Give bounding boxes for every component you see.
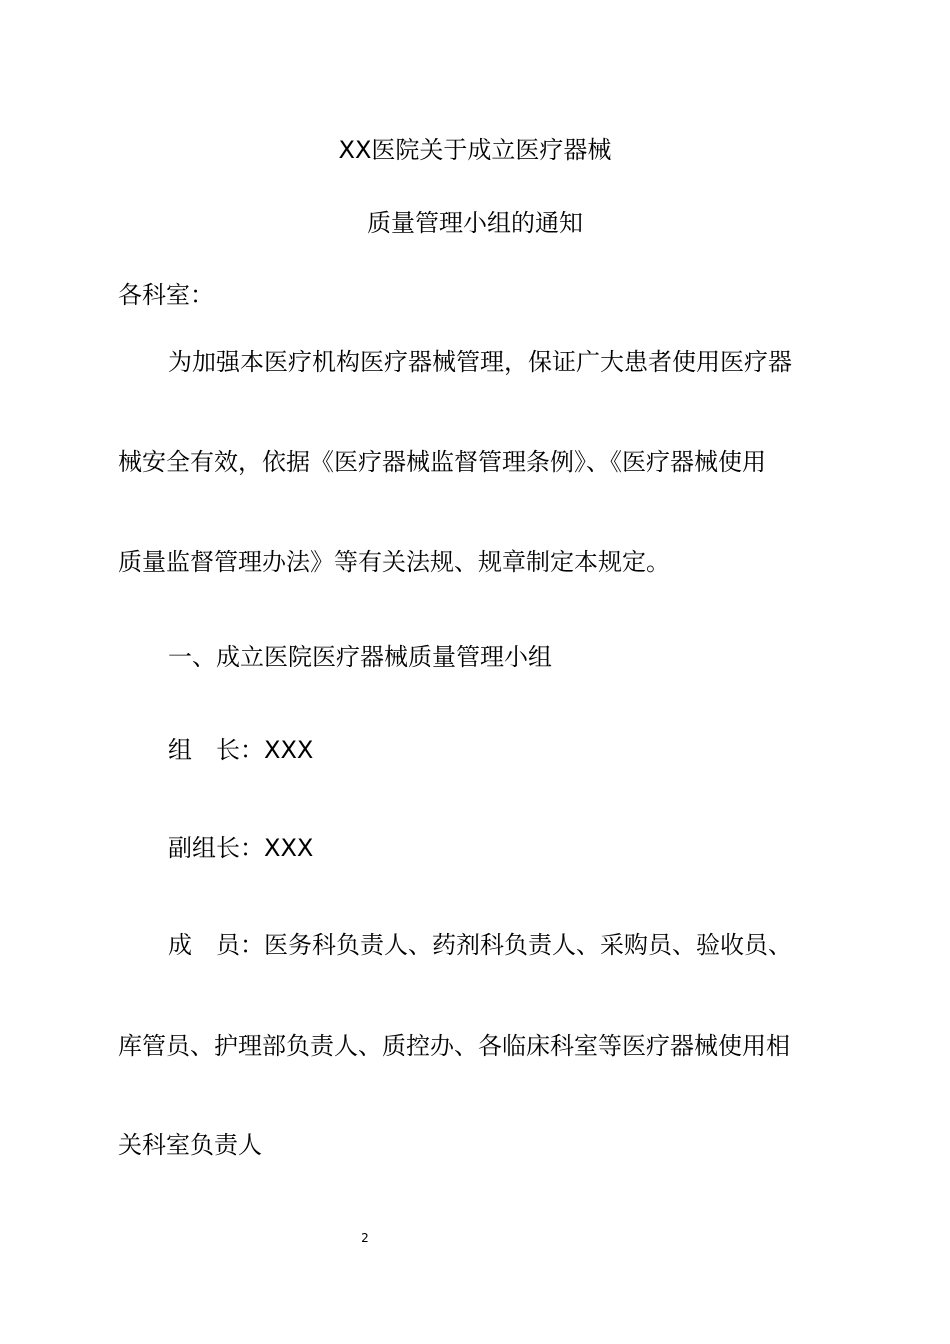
section-one-heading: 一、成立医院医疗器械质量管理小组 [168,643,552,671]
leader-line: 组 长：XXX [168,736,314,764]
salutation: 各科室： [118,281,214,309]
title-line-2: 质量管理小组的通知 [367,209,583,237]
intro-line-2: 械安全有效，依据《医疗器械监督管理条例》、《医疗器械使用 [118,448,766,476]
intro-line-1: 为加强本医疗机构医疗器械管理，保证广大患者使用医疗器 [168,348,792,376]
page-number: 2 [361,1231,369,1245]
title-line-1: XX医院关于成立医疗器械 [338,136,612,164]
members-line-3: 关科室负责人 [118,1131,262,1159]
members-line-1: 成 员：医务科负责人、药剂科负责人、采购员、验收员、 [168,931,792,959]
members-line-2: 库管员、护理部负责人、质控办、各临床科室等医疗器械使用相 [118,1032,790,1060]
intro-line-3: 质量监督管理办法》等有关法规、规章制定本规定。 [118,548,670,576]
deputy-leader-line: 副组长：XXX [168,834,314,862]
